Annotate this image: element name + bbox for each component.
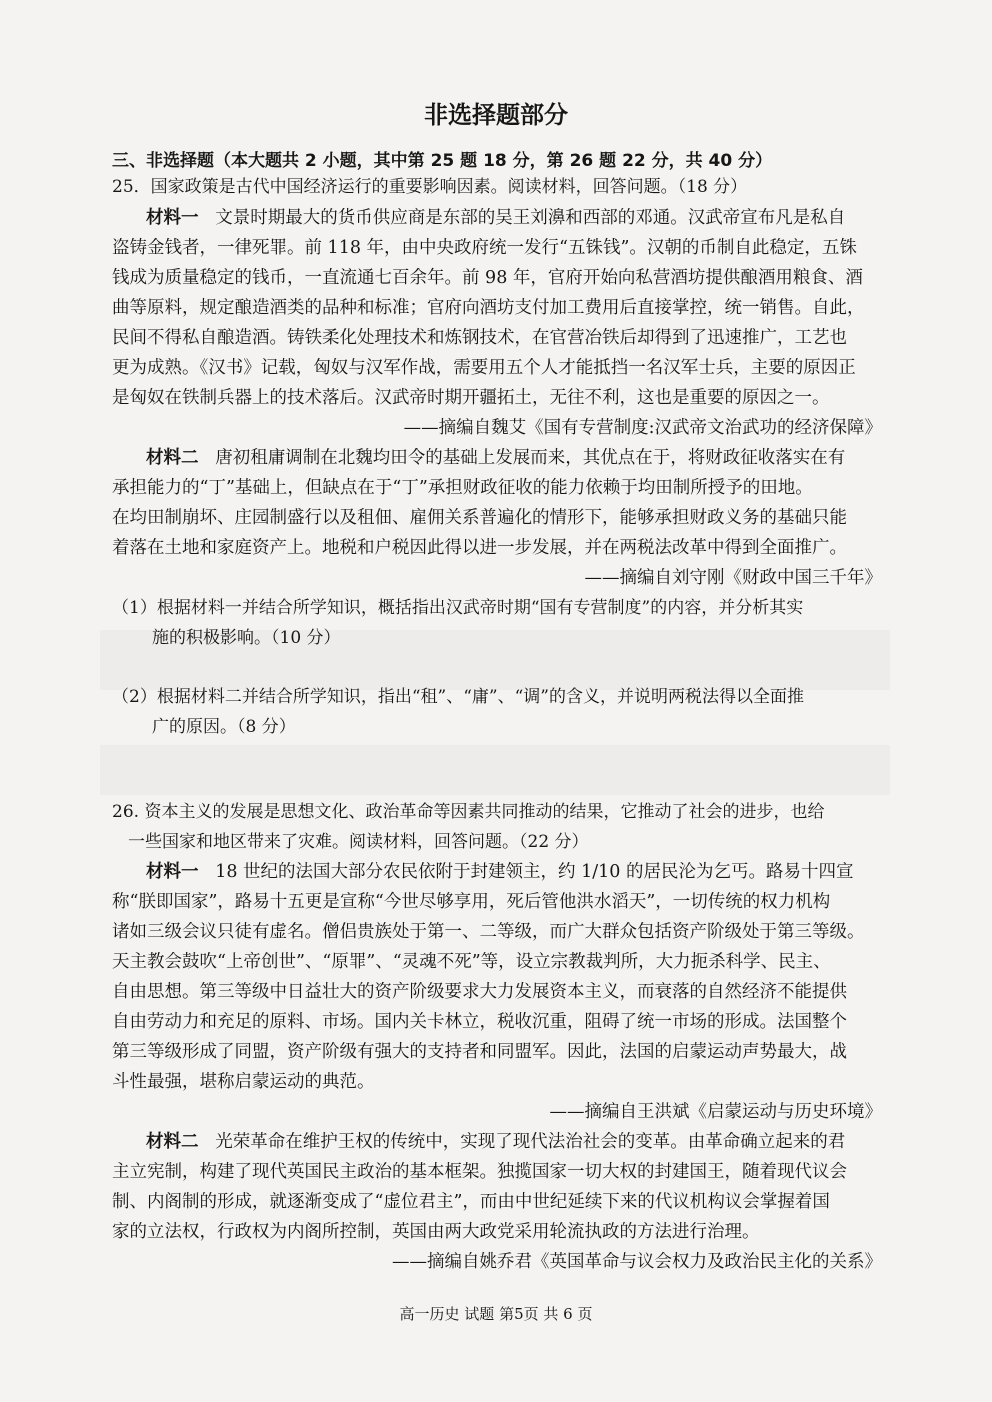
q26-m1-source: ——摘编自王洪斌《启蒙运动与历史环境》 bbox=[549, 1102, 882, 1122]
q25-m2-source: ——摘编自刘守刚《财政中国三千年》 bbox=[584, 568, 882, 588]
q26-m1-line-5: 自由劳动力和充足的原料、市场。国内关卡林立，税收沉重，阻碍了统一市场的形成。法国整个 bbox=[112, 1012, 847, 1032]
page-footer: 高一历史 试题 第5页 共 6 页 bbox=[399, 1305, 593, 1323]
q26-m2-line-1: 主立宪制，构建了现代英国民主政治的基本框架。独揽国家一切大权的封建国王，随着现代议会 bbox=[112, 1162, 847, 1182]
q26-stem-line-1: 一些国家和地区带来了灾难。阅读材料，回答问题。（22 分） bbox=[128, 832, 589, 852]
q25-m1-line-0: 材料一 文景时期最大的货币供应商是东部的吴王刘濞和西部的邓通。汉武帝宣布凡是私自 bbox=[146, 208, 846, 228]
q26-m2-label: 材料二 bbox=[146, 1132, 199, 1152]
q25-m1-line-4: 民间不得私自酿造酒。铸铁柔化处理技术和炼钢技术，在官营冶铁后却得到了迅速推广，工艺也 bbox=[112, 328, 847, 348]
q26-m2-line-3: 家的立法权，行政权为内阁所控制，英国由两大政党采用轮流执政的方法进行治理。 bbox=[112, 1222, 760, 1242]
q25-m2-line-0: 材料二 唐初租庸调制在北魏均田令的基础上发展而来，其优点在于，将财政征收落实在有 bbox=[146, 448, 846, 468]
section-header: 三、非选择题（本大题共 2 小题，其中第 25 题 18 分，第 26 题 22 分，共 40 分） bbox=[112, 151, 773, 171]
q26-m2-line-0: 材料二 光荣革命在维护王权的传统中，实现了现代法治社会的变革。由革命确立起来的君 bbox=[146, 1132, 846, 1152]
q25-sub1-line-1: 施的积极影响。（10 分） bbox=[152, 628, 341, 648]
q26-m1-line-6: 第三等级形成了同盟，资产阶级有强大的支持者和同盟军。因此，法国的启蒙运动声势最大，战 bbox=[112, 1042, 847, 1062]
q26-m1-line-1: 称“朕即国家”，路易十五更是宣称“今世尽够享用，死后管他洪水滔天”，一切传统的权力机构 bbox=[112, 892, 831, 912]
q25-m2-line-1: 承担能力的“丁”基础上，但缺点在于“丁”承担财政征收的能力依赖于均田制所授予的田地。 bbox=[112, 478, 813, 498]
q25-m1-source: ——摘编自魏艾《国有专营制度:汉武帝文治武功的经济保障》 bbox=[403, 418, 882, 438]
q25-m2-line-3: 着落在土地和家庭资产上。地税和户税因此得以进一步发展，并在两税法改革中得到全面推广。 bbox=[112, 538, 847, 558]
q25-m2-line-2: 在均田制崩坏、庄园制盛行以及租佃、雇佣关系普遍化的情形下，能够承担财政义务的基础只能 bbox=[112, 508, 847, 528]
q25-m1-label: 材料一 bbox=[146, 208, 199, 228]
q25-m1-line-3: 曲等原料，规定酿造酒类的品种和标准；官府向酒坊支付加工费用后直接掌控，统一销售。自此， bbox=[112, 298, 865, 318]
q26-m2-source: ——摘编自姚乔君《英国革命与议会权力及政治民主化的关系》 bbox=[392, 1252, 882, 1272]
q25-stem: 25．国家政策是古代中国经济运行的重要影响因素。阅读材料，回答问题。（18 分） bbox=[112, 177, 748, 197]
q25-sub1-line-0: （1）根据材料一并结合所学知识，概括指出汉武帝时期“国有专营制度”的内容，并分析其实 bbox=[112, 598, 804, 618]
q25-sub2-line-0: （2）根据材料二并结合所学知识，指出“租”、“庸”、“调”的含义，并说明两税法得以全面推 bbox=[112, 687, 804, 707]
q25-sub2-line-1: 广的原因。（8 分） bbox=[152, 717, 296, 737]
q25-m2-label: 材料二 bbox=[146, 448, 199, 468]
q25-m1-line-1: 盗铸金钱者，一律死罪。前 118 年，由中央政府统一发行“五铢钱”。汉朝的币制自此稳定，五铢 bbox=[112, 238, 857, 258]
q26-m2-line-2: 制、内阁制的形成，就逐渐变成了“虚位君主”，而由中世纪延续下来的代议机构议会掌握着国 bbox=[112, 1192, 830, 1212]
q26-stem-line-0: 26. 资本主义的发展是思想文化、政治革命等因素共同推动的结果，它推动了社会的进步，也给 bbox=[112, 802, 825, 822]
q26-m1-line-7: 斗性最强，堪称启蒙运动的典范。 bbox=[112, 1072, 375, 1092]
q26-m1-line-3: 天主教会鼓吹“上帝创世”、“原罪”、“灵魂不死”等，设立宗教裁判所，大力扼杀科学、民主、 bbox=[112, 952, 831, 972]
q25-m1-line-2: 钱成为质量稳定的钱币，一直流通七百余年。前 98 年，官府开始向私营酒坊提供酿酒用粮食、酒 bbox=[112, 268, 863, 288]
q26-m1-line-0: 材料一 18 世纪的法国大部分农民依附于封建领主，约 1/10 的居民沦为乞丐。路易十四宣 bbox=[146, 862, 854, 882]
scan-shade bbox=[100, 745, 890, 795]
q26-m1-line-4: 自由思想。第三等级中日益壮大的资产阶级要求大力发展资本主义，而衰落的自然经济不能提供 bbox=[112, 982, 847, 1002]
q25-m1-line-6: 是匈奴在铁制兵器上的技术落后。汉武帝时期开疆拓土，无往不利，这也是重要的原因之一。 bbox=[112, 388, 830, 408]
page-title: 非选择题部分 bbox=[424, 101, 568, 129]
q26-m1-line-2: 诸如三级会议只徒有虚名。僧侣贵族处于第一、二等级，而广大群众包括资产阶级处于第三等级。 bbox=[112, 922, 865, 942]
q25-m1-line-5: 更为成熟。《汉书》记载，匈奴与汉军作战，需要用五个人才能抵挡一名汉军士兵，主要的原因正 bbox=[112, 358, 856, 378]
q26-m1-label: 材料一 bbox=[146, 862, 199, 882]
